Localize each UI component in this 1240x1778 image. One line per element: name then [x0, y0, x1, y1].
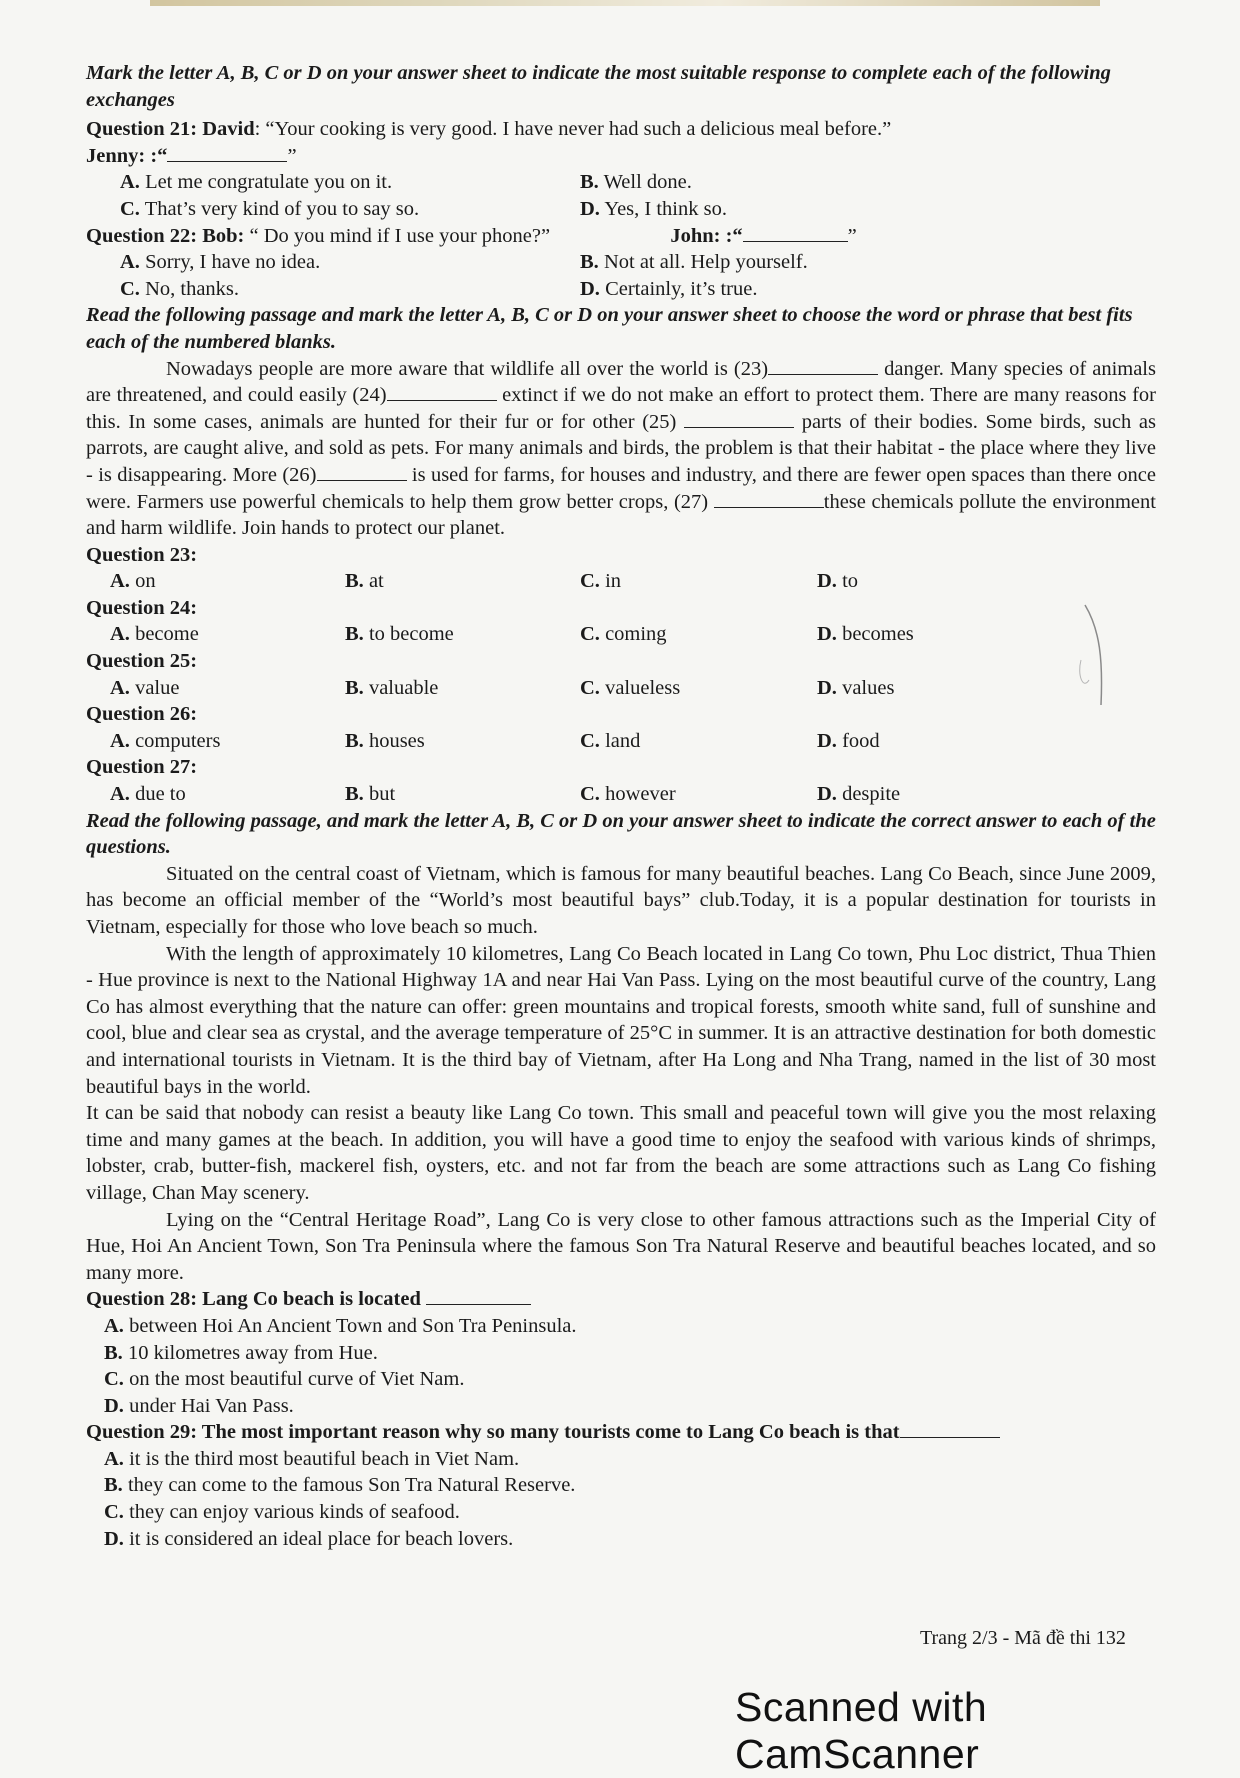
option-c: C. land — [580, 729, 641, 752]
page-footer: Trang 2/3 - Mã đề thi 132 — [920, 1627, 1126, 1649]
answer-blank — [426, 1286, 531, 1305]
option-c: C. That’s very kind of you to say so. — [120, 197, 420, 220]
option-a: A. Let me congratulate you on it. — [120, 171, 393, 194]
option-b: B. they can come to the famous Son Tra Natural Reserve. — [104, 1474, 576, 1497]
blank-26 — [317, 462, 407, 481]
option-a: A. become — [110, 623, 199, 646]
question-21-reply: Jenny: :“ ” — [86, 144, 297, 167]
scan-edge-band — [150, 0, 1100, 6]
option-c: C. No, thanks. — [120, 277, 240, 300]
section3-instruction: Read the following passage, and mark the letter A, B, C or D on your answer sheet to indicate the correct answer to each of the questions. — [86, 809, 1156, 859]
section1-instruction: Mark the letter A, B, C or D on your answer sheet to indicate the most suitable response to complete each of the following exchanges — [86, 62, 1111, 111]
option-c: C. they can enjoy various kinds of seafood. — [104, 1501, 460, 1524]
question-24: Question 24: A. become B. to become C. coming D. becomes — [86, 595, 1156, 648]
option-d: D. under Hai Van Pass. — [104, 1394, 294, 1417]
option-d: D. to — [817, 570, 859, 593]
reading-paragraph-1: Situated on the central coast of Vietnam, which is famous for many beautiful beaches. Lang Co Beach, since June 2009, has become an official member of the “World’s most beautiful bays” club.Today, it is a popular destination for tourists in Vietnam, especially for those who love beach so much. — [86, 862, 1156, 938]
cloze-passage: Nowadays people are more aware that wildlife all over the world is (23) danger. Many species of animals are threatened, and could easily (24) extinct if we do not make an effort to protect them. There are many reasons for this. In some cases, animals are hunted for their fur or for other (25) parts of their bodies. Some birds, such as parrots, are caught alive, and sold as pets. For many animals and birds, the problem is that their habitat - the place where they live - is disappearing. More (26) is used for farms, for houses and industry, and there are fewer open spaces than there once were. Farmers use powerful chemicals to help them grow better crops, (27) these chemicals pollute the environment and harm wildlife. Join hands to protect our planet. — [86, 357, 1157, 540]
blank-25 — [684, 409, 794, 428]
option-b: B. houses — [345, 729, 425, 752]
option-b: B. Well done. — [580, 171, 692, 194]
option-b: B. Not at all. Help yourself. — [580, 251, 808, 274]
option-a: A. it is the third most beautiful beach in Viet Nam. — [104, 1447, 520, 1470]
option-d: D. Yes, I think so. — [580, 197, 727, 220]
option-c: C. coming — [580, 623, 667, 646]
answer-blank — [167, 143, 287, 162]
option-b: B. valuable — [345, 676, 439, 699]
option-c: C. on the most beautiful curve of Viet Nam. — [104, 1368, 465, 1391]
option-d: D. Certainly, it’s true. — [580, 277, 758, 300]
option-b: B. to become — [345, 623, 454, 646]
section2-instruction: Read the following passage and mark the letter A, B, C or D on your answer sheet to choose the word or phrase that best fits each of the numbered blanks. — [86, 304, 1133, 353]
option-c: C. in — [580, 570, 622, 593]
option-a: A. between Hoi An Ancient Town and Son Tra Peninsula. — [104, 1314, 577, 1337]
reading-paragraph-3: It can be said that nobody can resist a beauty like Lang Co town. This small and peaceful town will give you the most relaxing time and many games at the beach. In addition, you will have a good time to enjoy the seafood with various kinds of shrimps, lobster, crab, butter-fish, mackerel fish, oysters, etc. and not far from the beach are some attractions such as Lang Co fishing village, Chan May scenery. — [86, 1102, 1156, 1204]
question-26: Question 26: A. computers B. houses C. land D. food — [86, 701, 1156, 754]
scanner-watermark: Scanned with CamScanner — [735, 1684, 988, 1777]
question-21-stem: Question 21: David: “Your cooking is very good. I have never had such a delicious meal before.” — [86, 118, 892, 141]
option-a: A. Sorry, I have no idea. — [120, 251, 321, 274]
option-c: C. however — [580, 783, 676, 806]
cloze-questions — [86, 542, 1156, 808]
reading-paragraph-4: Lying on the “Central Heritage Road”, Lang Co is very close to other famous attractions such as the Imperial City of Hue, Hoi An Ancient Town, Son Tra Peninsula where the famous Son Tra Natural Reserve and beautiful beaches located, and so many more. — [86, 1208, 1156, 1284]
question-25: Question 25: A. value B. valuable C. valueless D. values — [86, 648, 1156, 701]
option-d: D. becomes — [817, 623, 914, 646]
blank-24 — [387, 382, 497, 401]
option-b: B. at — [345, 570, 384, 593]
answer-blank — [900, 1419, 1000, 1438]
answer-blank — [743, 223, 848, 242]
option-b: B. 10 kilometres away from Hue. — [104, 1341, 378, 1364]
option-a: A. on — [110, 570, 156, 593]
option-a: A. due to — [110, 783, 186, 806]
question-28: Question 28: Lang Co beach is located A. between Hoi An Ancient Town and Son Tra Peninsula. B. 10 kilometres away from Hue. C. on the most beautiful curve of Viet Nam. D. under Hai Van Pass. — [86, 1286, 1156, 1419]
option-c: C. valueless — [580, 676, 681, 699]
option-d: D. food — [817, 729, 880, 752]
option-d: D. despite — [817, 783, 901, 806]
option-b: B. but — [345, 783, 396, 806]
question-22-options — [86, 249, 1156, 302]
option-a: A. computers — [110, 729, 221, 752]
question-27: Question 27: A. due to B. but C. however D. despite — [86, 754, 1156, 807]
blank-23 — [768, 356, 878, 375]
option-d: D. it is considered an ideal place for beach lovers. — [104, 1527, 514, 1550]
question-23: Question 23: A. on B. at C. in D. to — [86, 542, 1156, 595]
option-a: A. value — [110, 676, 180, 699]
exam-content — [86, 60, 1156, 1552]
pencil-mark-icon — [1075, 600, 1115, 710]
blank-27 — [714, 489, 824, 508]
question-22-stem: Question 22: Bob: “ Do you mind if I use your phone?” John: :“ ” — [86, 224, 857, 247]
option-d: D. values — [817, 676, 895, 699]
reading-paragraph-2: With the length of approximately 10 kilometres, Lang Co Beach located in Lang Co town, Phu Loc district, Thua Thien - Hue province is next to the National Highway 1A and near Hai Van Pass. Lying on the most beautiful curve of the country, Lang Co has almost everything that the nature can offer: green mountains and tropical forests, smooth white sand, full of sunshine and cool, blue and clear sea as crystal, and the average temperature of 25°C in summer. It is an attractive destination for both domestic and international tourists in Vietnam. It is the third bay of Vietnam, after Ha Long and Nha Trang, named in the list of 30 most beautiful bays in the world. — [86, 942, 1156, 1098]
question-29: Question 29: The most important reason why so many tourists come to Lang Co beach is that A. it is the third most beautiful beach in Viet Nam. B. they can come to the famous Son Tra Natural Reserve. C. they can enjoy various kinds of seafood. D. it is considered an ideal place for beach lovers. — [86, 1419, 1156, 1552]
question-21-options — [86, 169, 1156, 222]
